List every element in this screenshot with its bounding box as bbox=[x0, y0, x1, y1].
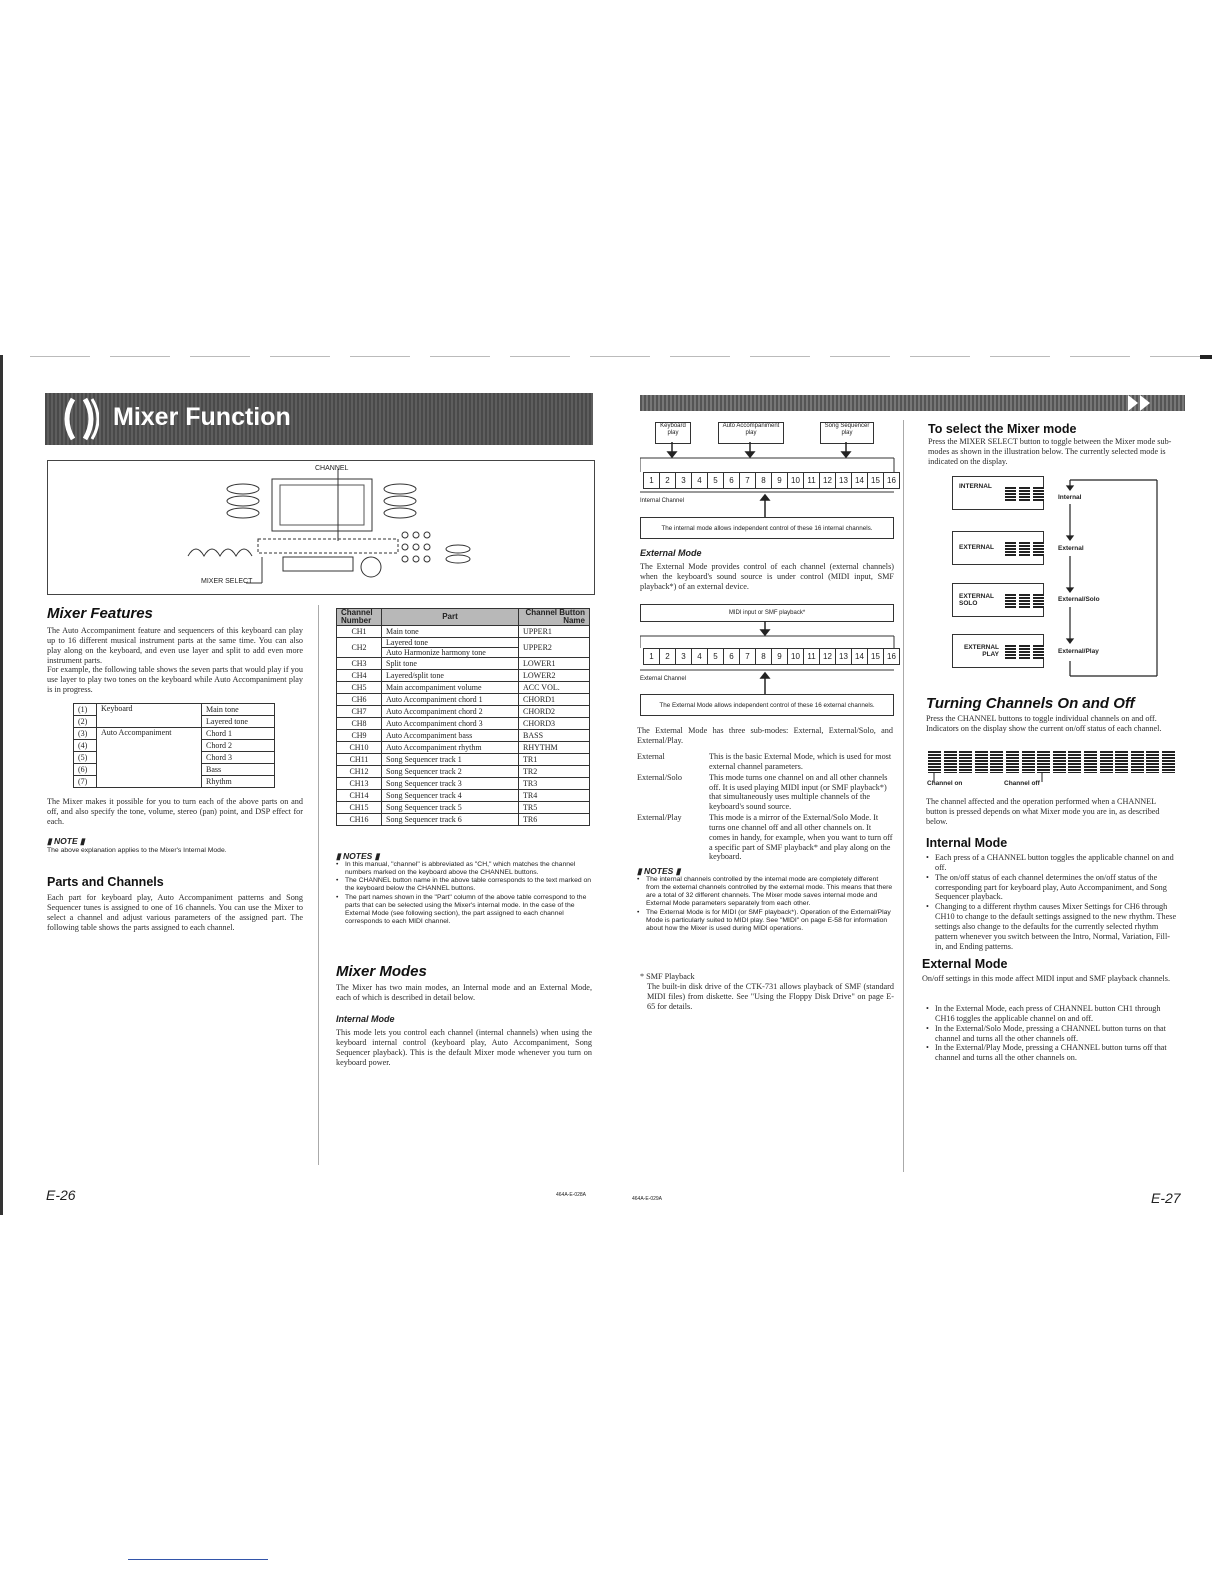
channel-row bbox=[337, 766, 590, 778]
channel-indicator bbox=[1068, 751, 1081, 773]
channel-part-cell: Song Sequencer track 1 bbox=[382, 754, 519, 766]
channel-button-cell: TR4 bbox=[519, 790, 590, 802]
external-right-para: On/off settings in this mode affect MIDI input and SMF playback channels. bbox=[922, 974, 1171, 983]
channel-indicator-bars bbox=[928, 751, 1178, 773]
select-mode-para: Press the MIXER SELECT button to toggle between the Mixer mode sub-modes as shown in the illustration below. The currently selected mode is indicated on the display. bbox=[928, 437, 1172, 466]
scan-dash-line bbox=[30, 356, 1200, 357]
internal-right-list bbox=[926, 853, 1178, 951]
page-number-left: E-26 bbox=[46, 1187, 76, 1203]
channel-cell: 13 bbox=[836, 648, 852, 665]
channel-cell: 4 bbox=[692, 472, 708, 489]
mixer-features-para1: The Auto Accompaniment feature and sequencers of this keyboard can play up to 16 different musical instrument parts at the same time. You can also play along on the keyboard, and even use layer and split to add even more instrument parts. For example, the following table shows the seven parts that would play if you use layer to play two tones on the keyboard while Auto Accompaniment play is in progress. bbox=[47, 626, 303, 695]
code-right: 464A-E-029A bbox=[632, 1196, 663, 1202]
banner-bracket-icon bbox=[59, 397, 99, 441]
channel-cell: 6 bbox=[724, 648, 740, 665]
external-right-item: • In the External/Solo Mode, pressing a CHANNEL button turns on that channel and turns all the other channels off. bbox=[926, 1024, 1178, 1044]
channel-indicator bbox=[1037, 751, 1050, 773]
song-seq-box: Song Sequencer play bbox=[820, 422, 874, 444]
channel-cell: 11 bbox=[804, 472, 820, 489]
right-banner-arrow-icon bbox=[1128, 395, 1158, 416]
channel-part-cell: Main tone bbox=[382, 626, 519, 638]
channel-button-cell: ACC VOL. bbox=[519, 682, 590, 694]
internal-right-item: • The on/off status of each channel determines the on/off status of the corresponding part for keyboard play, Auto Accompaniment, and Song Sequencer playback. bbox=[926, 873, 1178, 903]
channel-part-cell: Layered tone Auto Harmonize harmony tone bbox=[382, 638, 519, 658]
channel-cell: 15 bbox=[868, 472, 884, 489]
auto-accomp-box: Auto Accompaniment play bbox=[718, 422, 784, 444]
channel-cell: 6 bbox=[724, 472, 740, 489]
mixer-modes-para: The Mixer has two main modes, an Internal mode and an External Mode, each of which is described in detail below. bbox=[336, 983, 592, 1002]
notes-mid-item: • In this manual, "channel" is abbreviated as "CH," which matches the channel numbers marked on the keyboard above the CHANNEL buttons. bbox=[336, 861, 592, 877]
mode-label-external-solo: External/Solo bbox=[1058, 596, 1100, 603]
parts-table bbox=[73, 703, 275, 788]
submode-definitions bbox=[637, 752, 893, 862]
channel-cell: 12 bbox=[820, 472, 836, 489]
channel-part-cell: Song Sequencer track 3 bbox=[382, 778, 519, 790]
channel-part-cell: Auto Accompaniment bass bbox=[382, 730, 519, 742]
channel-cell: 16 bbox=[884, 648, 900, 665]
external-right-item: • In the External Mode, each press of CHANNEL button CH1 through CH16 toggles the applicable channel on and off. bbox=[926, 1004, 1178, 1024]
channel-cell: 16 bbox=[884, 472, 900, 489]
mode-label-external-play: External/Play bbox=[1058, 648, 1099, 655]
notes-mid-heading: ▮ NOTES ▮ bbox=[336, 851, 380, 861]
channel-part-cell: Main accompaniment volume bbox=[382, 682, 519, 694]
external-right-list bbox=[926, 1004, 1178, 1063]
channel-part-cell: Auto Accompaniment chord 2 bbox=[382, 706, 519, 718]
parts-part-cell: Layered tone bbox=[202, 716, 275, 728]
col-header-part: Part bbox=[382, 609, 519, 626]
channel-on-label: Channel on bbox=[927, 780, 963, 787]
parts-num-cell: (5) bbox=[74, 752, 97, 764]
parts-part-cell: Chord 3 bbox=[202, 752, 275, 764]
external-channel-label: External Channel bbox=[640, 676, 687, 682]
submode-external-play: External/Play This mode is a mirror of the External/Solo Mode. It turns one channel off and all other channels on. It comes in handy, for example, when you want to turn off a specific part of SMF playback* and play along on the keyboard. bbox=[637, 813, 893, 862]
col-header-channel: Channel Number bbox=[337, 609, 382, 626]
internal-caption-box: The internal mode allows independent control of these 16 internal channels. bbox=[640, 517, 894, 539]
channel-row bbox=[337, 658, 590, 670]
channel-button-cell: TR2 bbox=[519, 766, 590, 778]
channel-indicator bbox=[1100, 751, 1113, 773]
channel-off-label: Channel off bbox=[1004, 780, 1040, 787]
external-channel-cells bbox=[643, 648, 900, 665]
channel-cell: 10 bbox=[788, 648, 804, 665]
channel-number-cell: CH15 bbox=[337, 802, 382, 814]
notes-right-list bbox=[637, 876, 893, 933]
channel-cell: 8 bbox=[756, 648, 772, 665]
channel-cell: 1 bbox=[643, 648, 660, 665]
channel-indicator bbox=[1084, 751, 1097, 773]
channel-number-cell: CH4 bbox=[337, 670, 382, 682]
notes-right-heading: ▮ NOTES ▮ bbox=[637, 866, 681, 876]
channel-cell: 9 bbox=[772, 648, 788, 665]
channel-number-cell: CH16 bbox=[337, 814, 382, 826]
channel-label: CHANNEL bbox=[315, 465, 349, 472]
channel-row bbox=[337, 730, 590, 742]
channel-indicator bbox=[1022, 751, 1035, 773]
keyboard-play-box: Keyboard play bbox=[655, 422, 691, 444]
channel-part-cell: Song Sequencer track 2 bbox=[382, 766, 519, 778]
notes-mid-item: • The CHANNEL button name in the above table corresponds to the text marked on the keyboard below the CHANNEL buttons. bbox=[336, 877, 592, 893]
channel-cell: 14 bbox=[852, 472, 868, 489]
column-divider bbox=[318, 605, 319, 1165]
channel-number-cell: CH2 bbox=[337, 638, 382, 658]
turning-para2: The channel affected and the operation performed when a CHANNEL button is pressed depends on what Mixer mode you are in, as described below. bbox=[926, 797, 1160, 826]
channel-button-cell: UPPER1 bbox=[519, 626, 590, 638]
channel-cell: 4 bbox=[692, 648, 708, 665]
channel-row bbox=[337, 626, 590, 638]
select-mode-heading: To select the Mixer mode bbox=[928, 422, 1077, 436]
parts-group-cell: Keyboard bbox=[97, 704, 202, 728]
parts-group-cell: Auto Accompaniment bbox=[97, 728, 202, 788]
channel-part-cell: Auto Accompaniment chord 3 bbox=[382, 718, 519, 730]
mixer-features-heading: Mixer Features bbox=[47, 605, 153, 622]
channel-number-cell: CH7 bbox=[337, 706, 382, 718]
parts-part-cell: Bass bbox=[202, 764, 275, 776]
channel-number-cell: CH3 bbox=[337, 658, 382, 670]
notes-mid-item: • The part names shown in the "Part" column of the above table correspond to the parts that can be selected using the Mixer's internal mode. In the case of the External Mode (see following section), the part assigned to each channel corresponds to each MIDI channel. bbox=[336, 894, 592, 927]
channel-cell: 11 bbox=[804, 648, 820, 665]
submode-external-solo: External/Solo This mode turns one channel on and all other channels off. It is used playing MIDI input (or SMF playback*) that simultaneously uses multiple channels of the keyboard's sound source. bbox=[637, 772, 888, 812]
channel-cell: 9 bbox=[772, 472, 788, 489]
col-header-button: Channel Button Name bbox=[519, 609, 590, 626]
channel-indicator bbox=[1053, 751, 1066, 773]
channel-part-cell: Song Sequencer track 6 bbox=[382, 814, 519, 826]
channel-table bbox=[336, 608, 590, 826]
channel-cell: 2 bbox=[660, 472, 676, 489]
channel-indicator bbox=[1115, 751, 1128, 773]
display-external: EXTERNAL bbox=[952, 531, 1044, 565]
channel-cell: 7 bbox=[740, 472, 756, 489]
channel-part-cell: Song Sequencer track 5 bbox=[382, 802, 519, 814]
internal-channel-label: Internal Channel bbox=[640, 498, 685, 504]
channel-row bbox=[337, 670, 590, 682]
channel-row bbox=[337, 706, 590, 718]
channel-button-cell: LOWER1 bbox=[519, 658, 590, 670]
code-left: 464A-E-028A bbox=[556, 1192, 587, 1198]
external-right-item: • In the External/Play Mode, pressing a CHANNEL button turns off that channel and turns all the other channels on. bbox=[926, 1043, 1178, 1063]
channel-part-cell: Song Sequencer track 4 bbox=[382, 790, 519, 802]
channel-row bbox=[337, 754, 590, 766]
channel-number-cell: CH8 bbox=[337, 718, 382, 730]
submode-external: External This is the basic External Mode, which is used for most external channel parameters. bbox=[637, 752, 892, 771]
channel-row bbox=[337, 718, 590, 730]
parts-channels-heading: Parts and Channels bbox=[47, 875, 164, 889]
parts-row bbox=[74, 728, 275, 740]
channel-indicator bbox=[1131, 751, 1144, 773]
channel-indicator bbox=[959, 751, 972, 773]
channel-button-cell: LOWER2 bbox=[519, 670, 590, 682]
internal-mode-diagram bbox=[640, 420, 895, 538]
right-column-divider bbox=[903, 420, 904, 1172]
display-external-play: EXTERNAL PLAY bbox=[952, 634, 1044, 668]
external-right-heading: External Mode bbox=[922, 957, 1008, 971]
parts-channels-para: Each part for keyboard play, Auto Accompaniment patterns and Song Sequencer tunes is assigned to one of 16 channels. You can use the Mixer to select a channel and adjust various parameters of the assigned part. The following table shows the parts assigned to each channel. bbox=[47, 893, 303, 932]
channel-button-cell: TR6 bbox=[519, 814, 590, 826]
parts-num-cell: (6) bbox=[74, 764, 97, 776]
external-caption-box: The External Mode allows independent control of these 16 external channels. bbox=[640, 694, 894, 716]
keyboard-illustration bbox=[48, 461, 594, 594]
channel-cell: 5 bbox=[708, 648, 724, 665]
channel-part-cell: Auto Accompaniment chord 1 bbox=[382, 694, 519, 706]
channel-button-cell: TR3 bbox=[519, 778, 590, 790]
note-text: The above explanation applies to the Mixer's Internal Mode. bbox=[47, 847, 227, 854]
smf-note-text: The built-in disk drive of the CTK-731 allows playback of SMF (standard MIDI files) from diskette. See "Using the Floppy Disk Drive" on page E-65 for details. bbox=[647, 981, 894, 1011]
parts-num-cell: (1) bbox=[74, 704, 97, 716]
external-mode-heading: External Mode bbox=[640, 548, 702, 558]
channel-number-cell: CH1 bbox=[337, 626, 382, 638]
parts-num-cell: (7) bbox=[74, 776, 97, 788]
page-title: Mixer Function bbox=[113, 403, 291, 431]
channel-number-cell: CH5 bbox=[337, 682, 382, 694]
parts-part-cell: Main tone bbox=[202, 704, 275, 716]
turning-para: Press the CHANNEL buttons to toggle individual channels on and off. Indicators on the display show the current on/off status of each channel. bbox=[926, 714, 1162, 733]
channel-indicator bbox=[944, 751, 957, 773]
notes-mid-list bbox=[336, 861, 592, 926]
channel-button-cell: TR1 bbox=[519, 754, 590, 766]
channel-indicator bbox=[975, 751, 988, 773]
channel-number-cell: CH14 bbox=[337, 790, 382, 802]
channel-number-cell: CH6 bbox=[337, 694, 382, 706]
smf-note-term: * SMF Playback bbox=[640, 972, 695, 981]
title-banner bbox=[45, 393, 593, 445]
channel-number-cell: CH13 bbox=[337, 778, 382, 790]
channel-cell: 3 bbox=[676, 648, 692, 665]
channel-cell: 8 bbox=[756, 472, 772, 489]
turning-heading: Turning Channels On and Off bbox=[926, 695, 1135, 712]
mode-cycle-diagram bbox=[952, 476, 1162, 686]
page-number-right: E-27 bbox=[1151, 1190, 1181, 1206]
mixer-modes-heading: Mixer Modes bbox=[336, 963, 427, 980]
channel-part-cell: Split tone bbox=[382, 658, 519, 670]
mixer-select-label: MIXER SELECT bbox=[201, 578, 253, 585]
parts-num-cell: (4) bbox=[74, 740, 97, 752]
channel-cell: 14 bbox=[852, 648, 868, 665]
parts-num-cell: (3) bbox=[74, 728, 97, 740]
parts-part-cell: Rhythm bbox=[202, 776, 275, 788]
internal-right-item: • Each press of a CHANNEL button toggles the applicable channel on and off. bbox=[926, 853, 1178, 873]
internal-channel-cells bbox=[643, 472, 900, 489]
channel-row bbox=[337, 682, 590, 694]
channel-part-cell: Auto Accompaniment rhythm bbox=[382, 742, 519, 754]
internal-mode-heading: Internal Mode bbox=[336, 1014, 395, 1024]
note-heading: ▮ NOTE ▮ bbox=[47, 836, 85, 846]
channel-number-cell: CH12 bbox=[337, 766, 382, 778]
parts-part-cell: Chord 2 bbox=[202, 740, 275, 752]
channel-cell: 5 bbox=[708, 472, 724, 489]
channel-row bbox=[337, 742, 590, 754]
channel-row bbox=[337, 802, 590, 814]
channel-cell: 15 bbox=[868, 648, 884, 665]
channel-button-cell: CHORD1 bbox=[519, 694, 590, 706]
keyboard-diagram bbox=[47, 460, 595, 595]
channel-button-cell: CHORD3 bbox=[519, 718, 590, 730]
channel-part-cell: Layered/split tone bbox=[382, 670, 519, 682]
midi-input-box: MIDI input or SMF playback* bbox=[640, 604, 894, 622]
channel-indicator bbox=[1146, 751, 1159, 773]
internal-mode-para: This mode lets you control each channel (internal channels) when using the keyboard internal control (keyboard play, Auto Accompaniment, Song Sequencer playback). This is the default Mixer mode whenever you turn on keyboard power. bbox=[336, 1028, 592, 1067]
external-mode-diagram bbox=[640, 604, 895, 716]
display-internal: INTERNAL bbox=[952, 476, 1044, 510]
channel-indicator bbox=[1006, 751, 1019, 773]
channel-button-cell: CHORD2 bbox=[519, 706, 590, 718]
internal-right-item: • Changing to a different rhythm causes Mixer Settings for CH6 through CH10 to change to the default settings assigned to the new rhythm. These settings also change to the defaults for the currently selected rhythm pattern whenever you switch between the Intro, Normal, Variation, Fill-in, and Ending patterns. bbox=[926, 902, 1178, 951]
parts-num-cell: (2) bbox=[74, 716, 97, 728]
channel-cell: 10 bbox=[788, 472, 804, 489]
channel-cell: 7 bbox=[740, 648, 756, 665]
channel-button-cell: TR5 bbox=[519, 802, 590, 814]
channel-number-cell: CH10 bbox=[337, 742, 382, 754]
channel-indicator bbox=[928, 751, 941, 773]
channel-row bbox=[337, 694, 590, 706]
channel-cell: 12 bbox=[820, 648, 836, 665]
channel-indicator bbox=[990, 751, 1003, 773]
channel-number-cell: CH9 bbox=[337, 730, 382, 742]
channel-button-cell: UPPER2 bbox=[519, 638, 590, 658]
external-mode-para: The External Mode provides control of each channel (external channels) when the keyboard's sound source is under control (MIDI input, SMF playback*) of an external device. bbox=[640, 562, 894, 591]
channel-cell: 1 bbox=[643, 472, 660, 489]
scan-edge-left bbox=[0, 355, 3, 1215]
mode-label-external: External bbox=[1058, 545, 1084, 552]
scan-mark bbox=[1200, 355, 1212, 359]
channel-button-cell: RHYTHM bbox=[519, 742, 590, 754]
channel-row bbox=[337, 638, 590, 658]
display-external-solo: EXTERNAL SOLO bbox=[952, 583, 1044, 617]
mode-cycle-arrows bbox=[952, 476, 1162, 686]
channel-button-cell: BASS bbox=[519, 730, 590, 742]
mixer-features-para3: The Mixer makes it possible for you to turn each of the above parts on and off, and also specify the tone, volume, stereo (pan) point, and DSP effect for each. bbox=[47, 797, 303, 826]
channel-indicator bbox=[1162, 751, 1175, 773]
mode-label-internal: Internal bbox=[1058, 494, 1082, 501]
parts-row bbox=[74, 704, 275, 716]
channel-row bbox=[337, 814, 590, 826]
channel-cell: 2 bbox=[660, 648, 676, 665]
smf-note bbox=[640, 972, 894, 1011]
channel-cell: 3 bbox=[676, 472, 692, 489]
internal-right-heading: Internal Mode bbox=[926, 836, 1008, 850]
notes-right-item: • The External Mode is for MIDI (or SMF playback*). Operation of the External/Play Mode is particularly suited to MIDI play. See "MIDI" on page E-58 for information about how the Mixer is used during MIDI operations. bbox=[637, 909, 893, 933]
notes-right-item: • The internal channels controlled by the internal mode are completely different from the external channels controlled by the external mode. This means that there are a total of 32 different channels. The Mixer mode saves internal mode and External Mode parameters separately from each other. bbox=[637, 876, 893, 909]
submodes-intro: The External Mode has three sub-modes: External, External/Solo, and External/Play. bbox=[637, 726, 893, 745]
scan-bottom-line bbox=[128, 1559, 268, 1560]
channel-number-cell: CH11 bbox=[337, 754, 382, 766]
parts-part-cell: Chord 1 bbox=[202, 728, 275, 740]
channel-row bbox=[337, 778, 590, 790]
right-banner bbox=[640, 395, 1185, 411]
channel-cell: 13 bbox=[836, 472, 852, 489]
channel-row bbox=[337, 790, 590, 802]
